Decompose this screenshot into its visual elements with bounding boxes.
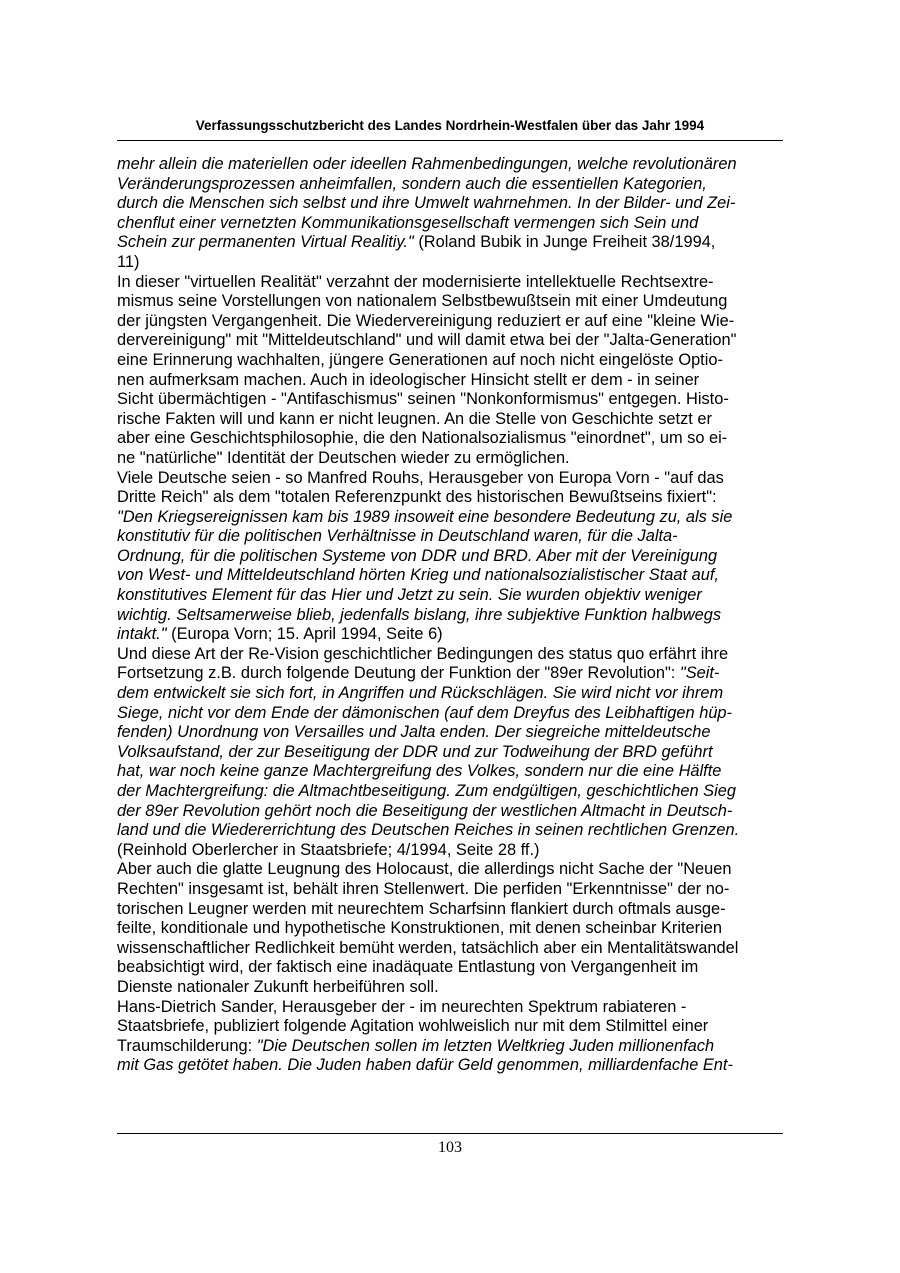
plain-text: 11) (117, 252, 140, 271)
page-number: 103 (438, 1139, 462, 1156)
text-line (117, 253, 783, 273)
text-line (117, 664, 783, 684)
text-line (117, 900, 783, 920)
text-line (117, 606, 783, 626)
quoted-text: hat, war noch keine ganze Machtergreifung des Volkes, sondern nur die eine Hälfte (117, 762, 722, 781)
quoted-text: wichtig. Seltsamerweise blieb, jedenfalls bislang, ihre subjektive Funktion halbwegs (117, 605, 722, 624)
text-line (117, 762, 783, 782)
text-line (117, 410, 783, 430)
text-line (117, 371, 783, 391)
quoted-text: land und die Wiedererrichtung des Deutschen Reiches in seinen rechtlichen Grenzen. (117, 821, 740, 840)
plain-text: Staatsbriefe, publiziert folgende Agitation wohlweislich nur mit dem Stilmittel einer (117, 1017, 709, 1036)
quoted-text: mehr allein die materiellen oder ideellen Rahmenbedingungen, welche revolutionären (117, 155, 737, 173)
text-line (117, 390, 783, 410)
plain-text: ne "natürliche" Identität der Deutschen wieder zu ermöglichen. (117, 448, 570, 467)
plain-text: (Europa Vorn; 15. April 1994, Seite 6) (166, 625, 443, 644)
plain-text: eine Erinnerung wachhalten, jüngere Generationen auf noch nicht eingelöste Optio- (117, 350, 723, 369)
text-line (117, 723, 783, 743)
plain-text: der jüngsten Vergangenheit. Die Wiedervereinigung reduziert er auf eine "kleine Wie- (117, 311, 735, 330)
plain-text: Viele Deutsche seien - so Manfred Rouhs, Herausgeber von Europa Vorn - "auf das (117, 468, 724, 487)
quoted-text: der Machtergreifung: die Altmachtbeseitigung. Zum endgültigen, geschichtlichen Sieg (117, 782, 736, 800)
plain-text: dervereinigung" mit "Mitteldeutschland" und will damit etwa bei der "Jalta-Generation" (117, 331, 737, 350)
text-line (117, 958, 783, 978)
text-line (117, 175, 783, 195)
text-line (117, 508, 783, 528)
plain-text: Aber auch die glatte Leugnung des Holocaust, die allerdings nicht Sache der "Neuen (117, 860, 732, 879)
quoted-text: fenden) Unordnung von Versailles und Jalta enden. Der siegreiche mitteldeutsche (117, 723, 711, 742)
text-line (117, 233, 783, 253)
quoted-text: Siege, nicht vor dem Ende der dämonischen (auf dem Dreyfus des Leibhaftigen hüp- (117, 703, 733, 722)
plain-text: (Roland Bubik in Junge Freiheit 38/1994, (413, 233, 716, 252)
text-line (117, 1037, 783, 1057)
quoted-text: "Seit- (679, 664, 720, 683)
footer-rule (117, 1133, 783, 1134)
text-line (117, 331, 783, 351)
text-line (117, 292, 783, 312)
plain-text: aber eine Geschichtsphilosophie, die den Nationalsozialismus "einordnet", um so ei- (117, 429, 728, 448)
text-line (117, 782, 783, 802)
paragraph (117, 469, 783, 645)
quoted-text: mit Gas getötet haben. Die Juden haben dafür Geld genommen, milliardenfache Ent- (117, 1056, 733, 1075)
plain-text: Rechten" insgesamt ist, behält ihren Stellenwert. Die perfiden "Erkenntnisse" der no- (117, 879, 730, 898)
text-line (117, 743, 783, 763)
text-line (117, 1017, 783, 1037)
quoted-text: "Die Deutschen sollen im letzten Weltkrieg Juden millionenfach (256, 1036, 715, 1055)
text-line (117, 547, 783, 567)
paragraph (117, 998, 783, 1076)
text-line (117, 704, 783, 724)
paragraph (117, 860, 783, 997)
header-rule (117, 140, 783, 141)
plain-text: wissenschaftlicher Redlichkeit bemüht werden, tatsächlich aber ein Mentalitätswandel (117, 938, 739, 957)
body-text (117, 155, 783, 1076)
text-line (117, 488, 783, 508)
quoted-text: der 89er Revolution gehört noch die Beseitigung der westlichen Altmacht in Deutsch- (117, 801, 733, 820)
text-line (117, 214, 783, 234)
text-line (117, 429, 783, 449)
text-line (117, 919, 783, 939)
text-line (117, 841, 783, 861)
text-line (117, 802, 783, 822)
text-line (117, 1056, 783, 1076)
text-line (117, 469, 783, 489)
text-line (117, 586, 783, 606)
text-line (117, 860, 783, 880)
text-line (117, 155, 783, 175)
plain-text: (Reinhold Oberlercher in Staatsbriefe; 4/1994, Seite 28 ff.) (117, 840, 540, 859)
plain-text: feilte, konditionale und hypothetische Konstruktionen, mit denen scheinbar Kriterien (117, 919, 723, 938)
quoted-text: chenflut einer vernetzten Kommunikationsgesellschaft vermengen sich Sein und (117, 213, 699, 232)
text-line (117, 273, 783, 293)
plain-text: rische Fakten will und kann er nicht leugnen. An die Stelle von Geschichte setzt er (117, 409, 712, 428)
quoted-text: konstitutives Element für das Hier und Jetzt zu sein. Sie wurden objektiv weniger (117, 586, 702, 605)
quoted-text: Veränderungsprozessen anheimfallen, sondern auch die essentiellen Kategorien, (117, 174, 707, 193)
paragraph (117, 155, 783, 273)
text-line (117, 880, 783, 900)
plain-text: Traumschilderung: (117, 1036, 257, 1055)
quoted-text: durch die Menschen sich selbst und ihre Umwelt wahrnehmen. In der Bilder- und Zei- (117, 194, 736, 213)
text-line (117, 527, 783, 547)
text-line (117, 645, 783, 665)
text-line (117, 821, 783, 841)
plain-text: mismus seine Vorstellungen von nationalem Selbstbewußtsein mit einer Umdeutung (117, 292, 728, 311)
plain-text: torischen Leugner werden mit neurechtem Scharfsinn flankiert durch oftmals ausge- (117, 899, 726, 918)
text-line (117, 684, 783, 704)
plain-text: beabsichtigt wird, der faktisch eine inadäquate Entlastung von Vergangenheit im (117, 958, 699, 977)
quoted-text: Ordnung, für die politischen Systeme von DDR und BRD. Aber mit der Vereinigung (117, 546, 718, 565)
plain-text: Und diese Art der Re-Vision geschichtlicher Bedingungen des status quo erfährt ihre (117, 644, 729, 663)
plain-text: Hans-Dietrich Sander, Herausgeber der - im neurechten Spektrum rabiateren - (117, 997, 687, 1016)
paragraph (117, 273, 783, 469)
quoted-text: konstitutiv für die politischen Verhältnisse in Deutschland waren, für die Jalta- (117, 527, 678, 546)
quoted-text: intakt." (117, 625, 167, 644)
plain-text: Dienste nationaler Zukunft herbeiführen soll. (117, 977, 439, 996)
plain-text: Dritte Reich" als dem "totalen Referenzpunkt des historischen Bewußtseins fixiert": (117, 488, 717, 507)
text-line (117, 939, 783, 959)
text-line (117, 351, 783, 371)
text-line (117, 998, 783, 1018)
quoted-text: dem entwickelt sie sich fort, in Angriffen und Rückschlägen. Sie wird nicht vor ihrem (117, 684, 724, 703)
plain-text: nen aufmerksam machen. Auch in ideologischer Hinsicht stellt er dem - in seiner (117, 370, 700, 389)
text-line (117, 978, 783, 998)
text-line (117, 312, 783, 332)
plain-text: Fortsetzung z.B. durch folgende Deutung der Funktion der "89er Revolution": (117, 664, 680, 683)
quoted-text: Schein zur permanenten Virtual Realitiy." (117, 233, 414, 252)
quoted-text: "Den Kriegsereignissen kam bis 1989 insoweit eine besondere Bedeutung zu, als sie (117, 507, 733, 526)
running-header: Verfassungsschutzbericht des Landes Nordrhein-Westfalen über das Jahr 1994 (195, 118, 705, 133)
text-line (117, 449, 783, 469)
plain-text: In dieser "virtuellen Realität" verzahnt der modernisierte intellektuelle Rechtsextre- (117, 272, 714, 291)
paragraph (117, 645, 783, 861)
quoted-text: Volksaufstand, der zur Beseitigung der DDR und zur Todweihung der BRD geführt (117, 742, 713, 761)
text-line (117, 194, 783, 214)
plain-text: Sicht übermächtigen - "Antifaschismus" seinen "Nonkonformismus" entgegen. Histo- (117, 390, 729, 409)
text-line (117, 566, 783, 586)
text-line (117, 625, 783, 645)
quoted-text: von West- und Mitteldeutschland hörten Krieg und nationalsozialistischer Staat auf, (117, 566, 719, 585)
